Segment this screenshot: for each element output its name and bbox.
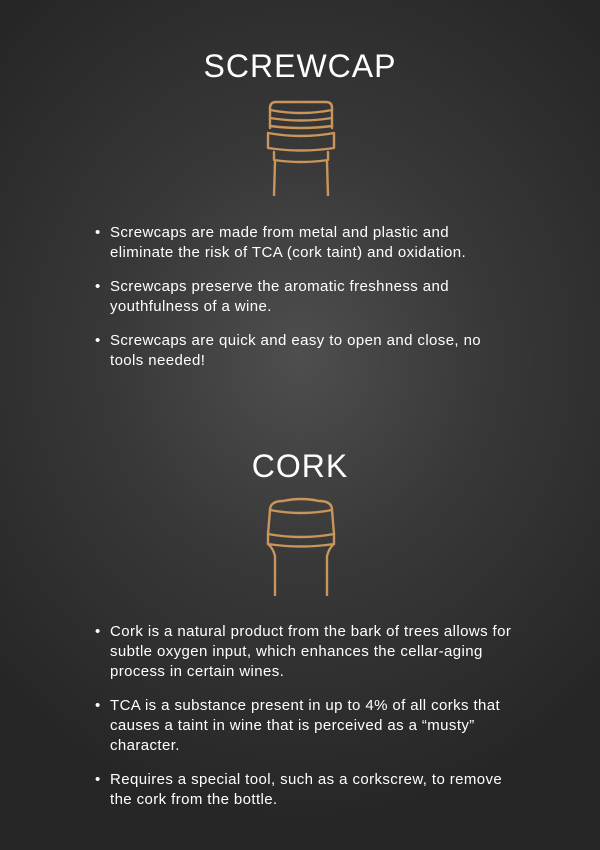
bullet-icon: •	[95, 224, 101, 241]
bullet-icon: •	[95, 623, 101, 640]
bullet-icon: •	[95, 332, 101, 349]
screwcap-points	[95, 223, 515, 385]
list-item: • TCA is a substance present in up to 4% of all corks that causes a taint in wine that is perceived as a “musty” character.	[95, 697, 501, 754]
bullet-icon: •	[95, 771, 101, 788]
list-item: • Requires a special tool, such as a corkscrew, to remove the cork from the bottle.	[95, 771, 503, 808]
list-item: • Screwcaps are made from metal and plastic and eliminate the risk of TCA (cork taint) and oxidation.	[95, 224, 467, 261]
list-item: • Screwcaps are quick and easy to open and close, no tools needed!	[95, 332, 482, 369]
cork-title: CORK	[251, 448, 349, 484]
bullet-icon: •	[95, 697, 101, 714]
bullet-icon: •	[95, 278, 101, 295]
cork-points	[95, 622, 515, 824]
screwcap-bottle-icon	[259, 96, 343, 196]
cork-bottle-icon	[259, 496, 343, 596]
list-item: • Screwcaps preserve the aromatic freshness and youthfulness of a wine.	[95, 278, 449, 315]
list-item: • Cork is a natural product from the bark of trees allows for subtle oxygen input, which enhances the cellar-aging process in certain wines.	[95, 623, 512, 680]
screwcap-title: SCREWCAP	[203, 48, 397, 84]
